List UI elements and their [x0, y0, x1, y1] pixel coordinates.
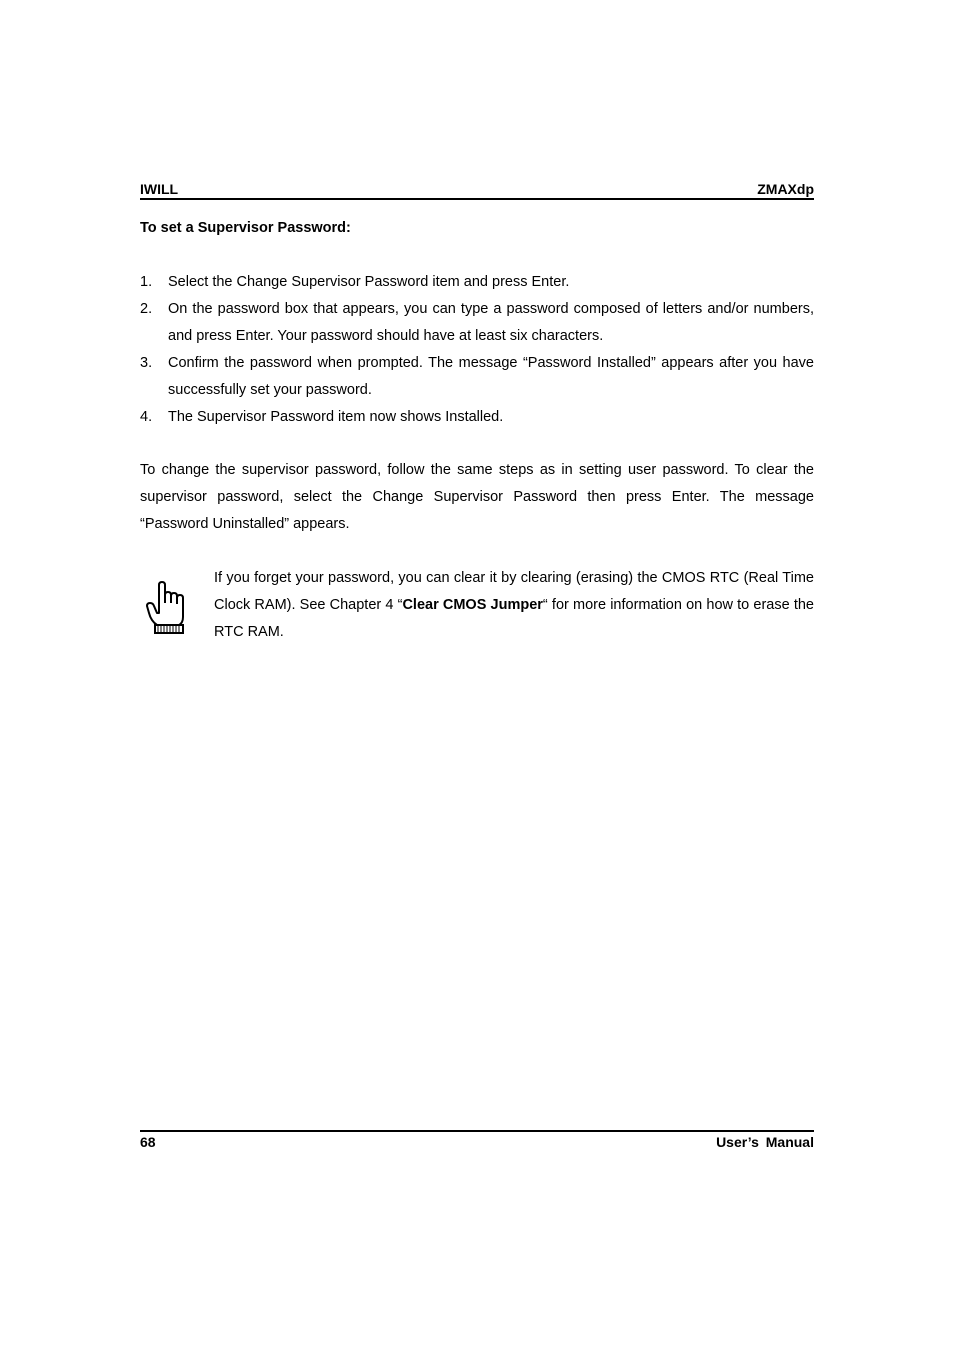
header-product: ZMAXdp — [757, 181, 814, 197]
step-number: 1. — [140, 274, 153, 290]
step-text: On the password box that appears, you can type a password composed of letters and/or numbers, and press Enter. Your password should have at least six characters. — [168, 301, 814, 344]
section-title: To set a Supervisor Password: — [140, 220, 351, 236]
note-text-before: If you forget your password, you can clear it by clearing (erasing) the CMOS RTC (Real Time Clock RAM). See Chapter 4 “ — [214, 570, 814, 613]
note-text — [214, 565, 814, 646]
step-number: 3. — [140, 355, 153, 371]
footer-title: User’s Manual — [716, 1134, 814, 1150]
page-footer — [140, 1130, 814, 1152]
page-header — [140, 181, 814, 200]
step-text: Confirm the password when prompted. The message “Password Installed” appears after you have successfully set your password. — [168, 355, 814, 398]
body-paragraph: To change the supervisor password, follow the same steps as in setting user password. To clear the supervisor password, select the Change Supervisor Password then press Enter. The message “Password Uninstalled” appears. — [140, 462, 814, 532]
page-number: 68 — [140, 1134, 156, 1150]
list-item — [140, 269, 814, 296]
step-text: Select the Change Supervisor Password item and press Enter. — [168, 274, 570, 290]
list-item — [140, 350, 814, 404]
step-text: The Supervisor Password item now shows Installed. — [168, 409, 504, 425]
steps-list — [140, 269, 814, 431]
step-number: 2. — [140, 301, 153, 317]
step-number: 4. — [140, 409, 153, 425]
header-brand: IWILL — [140, 181, 179, 197]
note-text-bold: Clear CMOS Jumper — [402, 597, 543, 613]
note-text-after: “ for more information on how to erase the RTC RAM. — [214, 597, 814, 640]
list-item — [140, 296, 814, 350]
list-item — [140, 404, 814, 431]
pointing-hand-icon — [145, 581, 193, 635]
